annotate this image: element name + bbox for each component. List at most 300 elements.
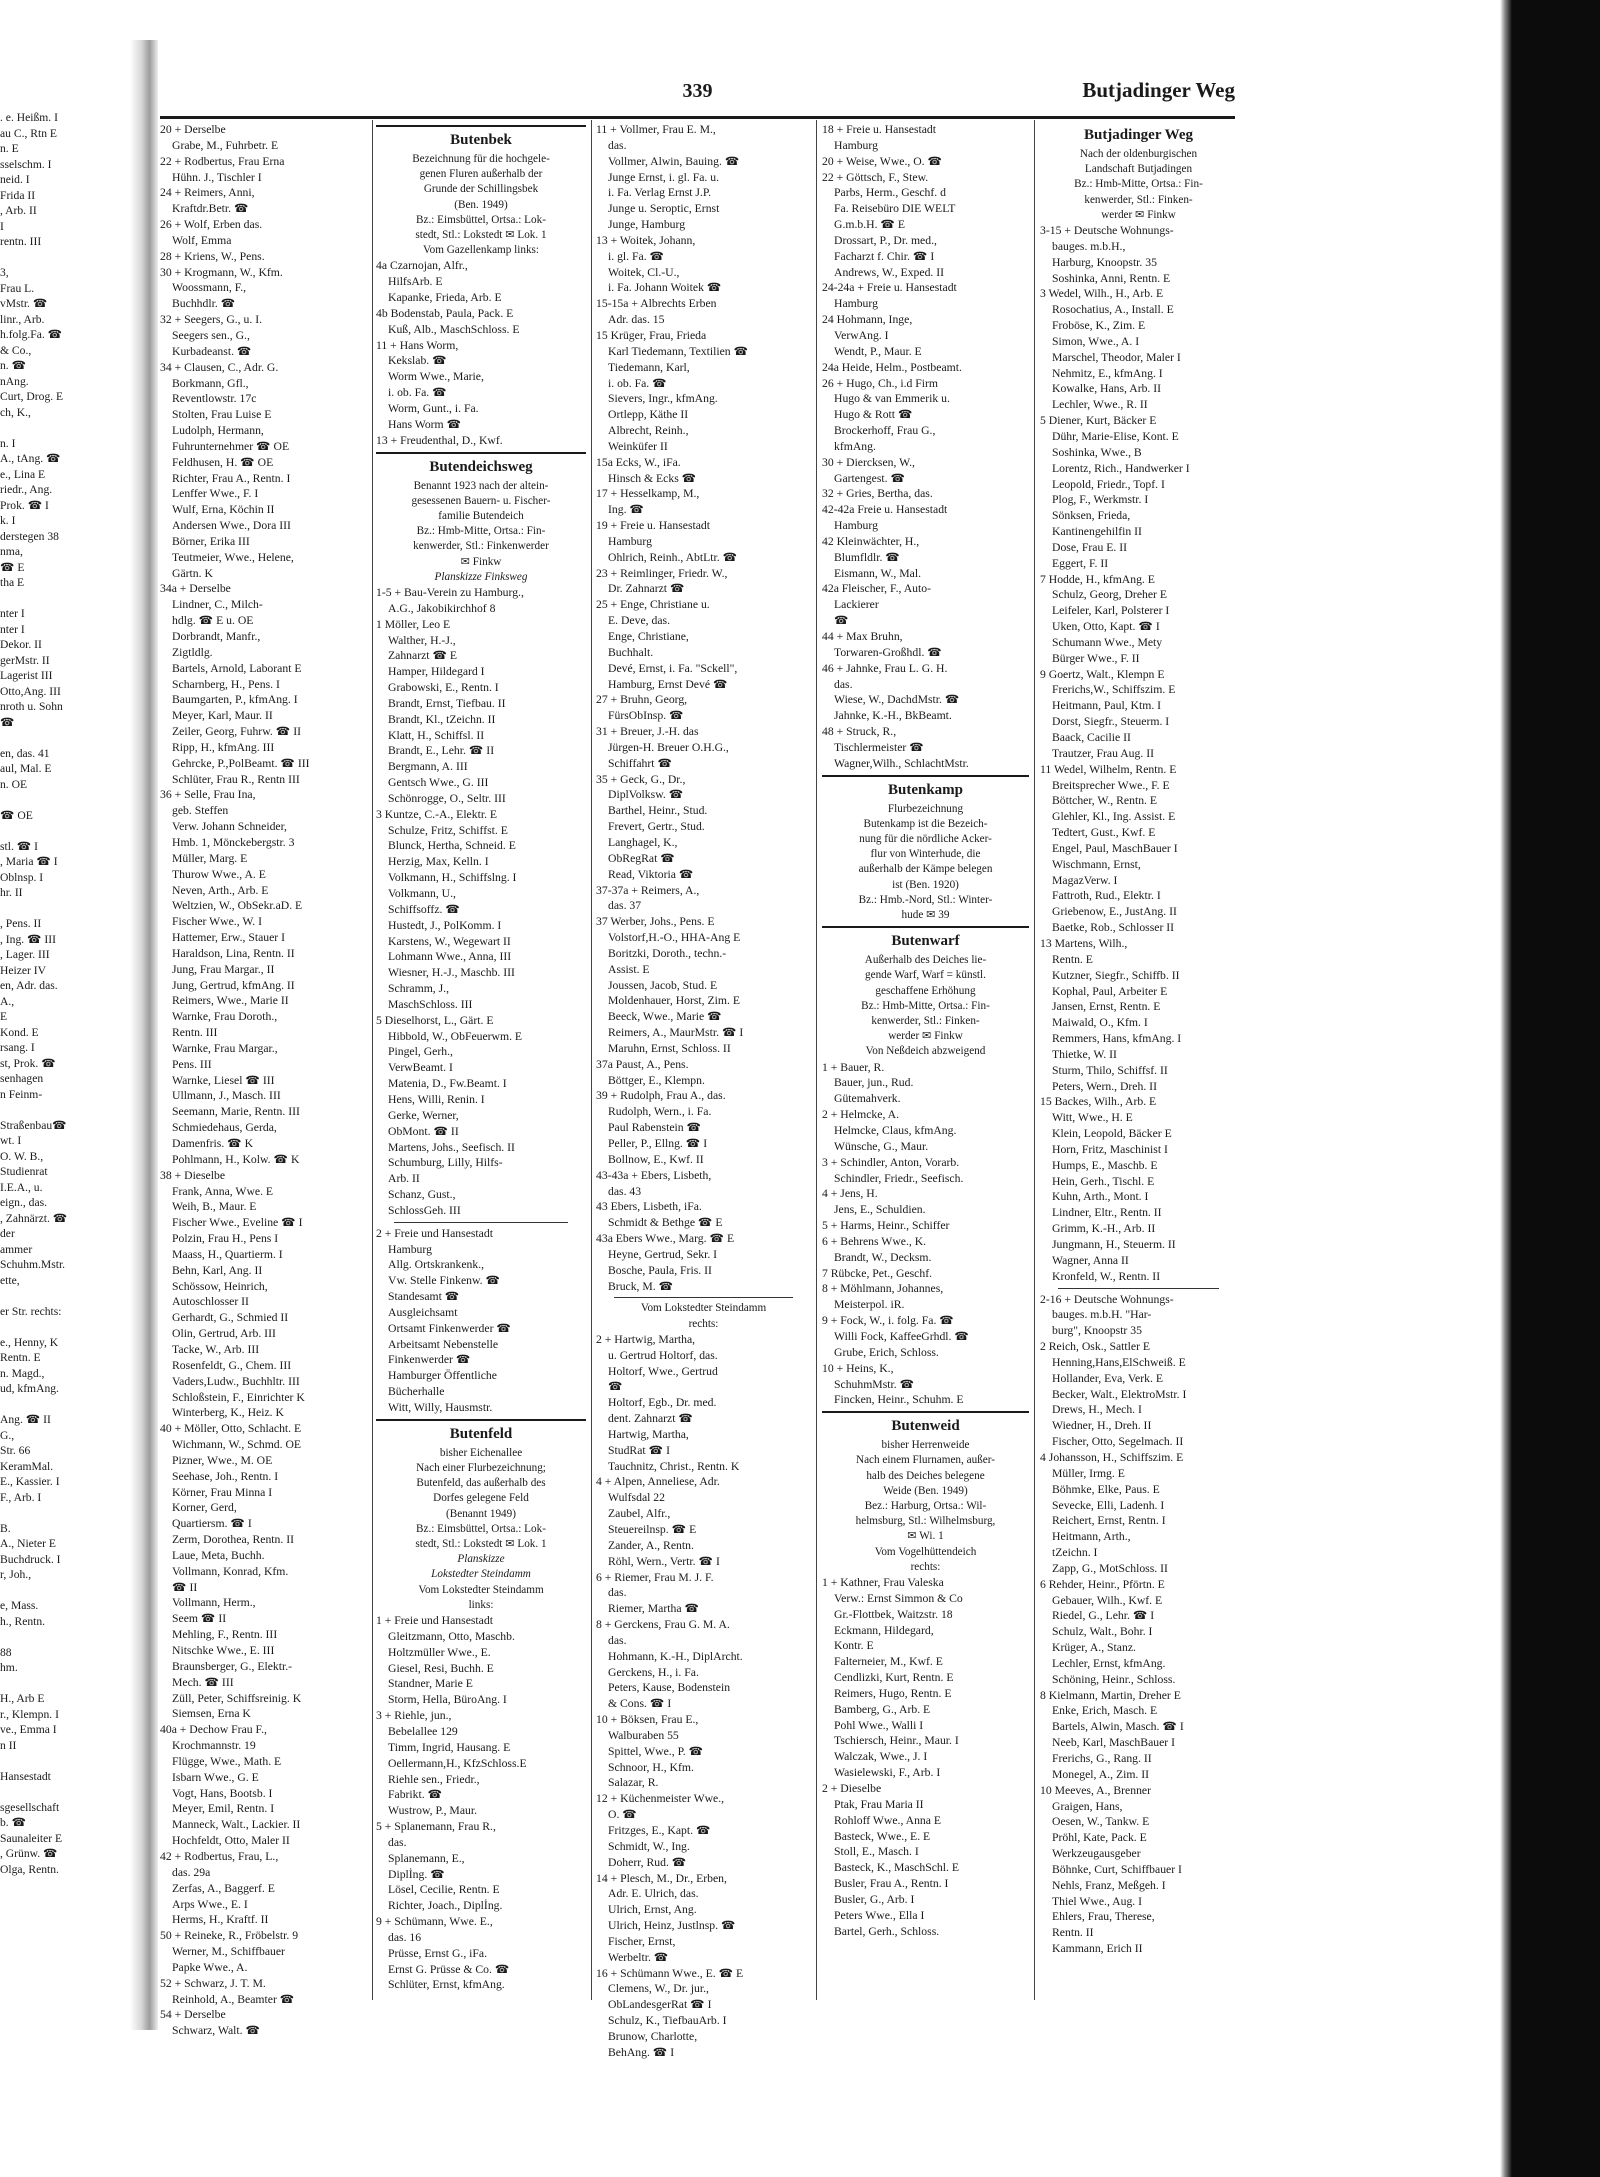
resident-entry: Böttcher, W., Rentn. E [1052, 794, 1158, 808]
resident-entry: Enge, Christiane, [608, 630, 689, 643]
resident-entry: Fischer Wwe., W. I [172, 915, 263, 929]
resident-entry: Frank, Anna, Wwe. E [172, 1184, 274, 1198]
resident-entry: Lenffer Wwe., F. I [172, 487, 259, 501]
resident-entry: Hamper, Hildegard I [388, 665, 485, 679]
resident-entry: Lechler, Wwe., R. II [1052, 398, 1148, 412]
resident-entry: Rentn. II [1052, 1926, 1094, 1940]
sliver-line: Curt, Drog. E [0, 390, 64, 403]
resident-entry: Remmers, Hans, kfmAng. I [1052, 1032, 1182, 1046]
house-entry: 31 + Breuer, J.-H. das [596, 725, 699, 739]
resident-entry: Oellermann,H., KfzSchloss.E [388, 1756, 527, 1770]
resident-entry: Junge Ernst, i. gl. Fa. u. [608, 170, 720, 184]
resident-entry: DiplVolksw. ☎ [608, 788, 684, 802]
resident-entry: Richter, Joach., Diplİng. [388, 1899, 503, 1913]
column-3 [596, 122, 811, 2059]
house-entry: 38 + Dieselbe [160, 1168, 226, 1182]
street-note: genen Fluren außerhalb der [419, 168, 543, 181]
resident-entry: Pens. III [172, 1057, 212, 1071]
resident-entry: Hamburg [834, 138, 878, 152]
house-entry: 13 Martens, Wilh., [1040, 936, 1128, 950]
street-note: Bezeichnung für die hochgele- [412, 153, 550, 165]
house-entry: 34 + Clausen, C., Adr. G. [160, 360, 279, 374]
sliver-line: rentn. III [0, 235, 42, 248]
resident-entry: Harburg, Knoopstr. 35 [1052, 255, 1157, 269]
resident-entry: Hamburg, Ernst Devé ☎ [608, 677, 728, 691]
resident-entry: Gentsch Wwe., G. III [388, 776, 489, 790]
resident-entry: Henning,Hans,ElSchweiß. E [1052, 1355, 1186, 1369]
house-entry: 35 + Geck, G., Dr., [596, 772, 686, 786]
resident-entry: Rosenfeldt, G., Chem. III [172, 1358, 292, 1372]
house-entry: 6 + Riemer, Frau M. J. F. [596, 1570, 714, 1584]
resident-entry: Matenia, D., Fw.Beamt. I [388, 1077, 507, 1091]
resident-entry: Baumgarten, P., kfmAng. I [172, 693, 298, 707]
resident-entry: Schloßstein, F., Einrichter K [172, 1390, 305, 1404]
resident-entry: Joussen, Jacob, Stud. E [608, 978, 718, 992]
resident-entry: Trautzer, Frau Aug. II [1052, 746, 1154, 760]
resident-entry: Schramm, J., [388, 982, 450, 996]
street-heading: Butenkamp [822, 775, 1029, 800]
house-entry: 30 + Krogmann, W., Kfm. [160, 265, 283, 279]
resident-entry: Bamberg, G., Arb. E [834, 1702, 931, 1716]
resident-entry: Verw. Johann Schneider, [172, 820, 287, 834]
street-heading: Butenbek [376, 125, 586, 150]
street-note: Nach einer Flurbezeichnung; [416, 1462, 546, 1475]
resident-entry: Uken, Otto, Kapt. ☎ I [1052, 620, 1160, 634]
sliver-line: Str. 66 [0, 1444, 31, 1457]
resident-entry: Zigtldlg. [172, 645, 213, 659]
resident-entry: Breitsprecher Wwe., F. E [1052, 778, 1170, 792]
resident-entry: Fincken, Heinr., Schuhm. E [834, 1393, 964, 1407]
house-entry: 1 + Kathner, Frau Valeska [822, 1576, 944, 1590]
resident-entry: Jens, E., Schuldien. [834, 1203, 926, 1217]
resident-entry: Schlüter, Ernst, kfmAng. [388, 1978, 505, 1992]
resident-entry: Ohlrich, Reinh., AbtLtr. ☎ [608, 550, 738, 564]
resident-entry: dent. Zahnarzt ☎ [608, 1412, 693, 1426]
resident-entry: Seehase, Joh., Rentn. I [172, 1469, 279, 1483]
resident-entry: Borkmann, Gfl., [172, 376, 249, 390]
resident-entry: Facharzt f. Chir. ☎ I [834, 249, 935, 263]
resident-entry: Gerckens, H., i. Fa. [608, 1665, 699, 1679]
resident-entry: Ptak, Frau Maria II [834, 1797, 924, 1811]
house-entry: 9 + Schümann, Wwe. E., [376, 1915, 493, 1929]
sliver-line: O. W. B., [0, 1149, 44, 1163]
house-entry: 2 + Dieselbe [822, 1782, 882, 1795]
house-entry: 43-43a + Ebers, Lisbeth, [596, 1168, 712, 1182]
sliver-line: st, Prok. ☎ [0, 1056, 56, 1070]
sliver-line: A., [0, 994, 15, 1008]
street-note: Butenfeld, das außerhalb des [416, 1477, 546, 1490]
house-entry: 2 + Hartwig, Martha, [596, 1332, 696, 1346]
street-note: ist (Ben. 1920) [892, 878, 959, 891]
resident-entry: ObMont. ☎ II [388, 1124, 459, 1138]
resident-entry: Blumfldlr. ☎ [834, 550, 900, 564]
resident-entry: Heyne, Gertrud, Sekr. I [608, 1247, 718, 1261]
resident-entry: Lösel, Cecilie, Rentn. E [388, 1883, 500, 1897]
sliver-line: . e. Heißm. I [0, 111, 58, 124]
resident-entry: Leifeler, Karl, Polsterer I [1052, 604, 1170, 618]
sliver-line [0, 1102, 135, 1118]
resident-entry: Grube, Erich, Schloss. [834, 1345, 939, 1359]
column-1 [160, 122, 370, 2038]
house-entry: 42 + Rodbertus, Frau, L., [160, 1849, 279, 1863]
column-5 [1040, 122, 1237, 2012]
resident-entry: Schiffahrt ☎ [608, 756, 673, 770]
resident-entry: Storm, Hella, BüroAng. I [388, 1693, 507, 1707]
resident-entry: Hugo & Rott ☎ [834, 408, 913, 422]
resident-entry: Gütemahverk. [834, 1092, 901, 1106]
resident-entry: Lindner, Eltr., Rentn. II [1052, 1206, 1162, 1220]
resident-entry: Maruhn, Ernst, Schloss. II [608, 1041, 731, 1055]
resident-entry: Weih, B., Maur. E [172, 1200, 257, 1214]
sliver-line: en, das. 41 [0, 746, 50, 760]
house-entry: 27 + Bruhn, Georg, [596, 693, 688, 707]
resident-entry: Jahnke, K.-H., BkBeamt. [834, 709, 952, 723]
street-heading: Butendeichsweg [376, 452, 586, 477]
house-entry: 19 + Freie u. Hansestadt [596, 519, 711, 533]
resident-entry: A.G., Jakobikirchhof 8 [388, 601, 496, 615]
resident-entry: Arb. II [388, 1172, 420, 1186]
resident-entry: Martens, Johs., Seefisch. II [388, 1140, 515, 1154]
resident-entry: Steuereilnsp. ☎ E [608, 1522, 697, 1536]
resident-entry: Assist. E [608, 962, 650, 976]
resident-entry: Dorst, Siegfr., Steuerm. I [1052, 715, 1170, 729]
resident-entry: Holtorf, Egb., Dr. med. [608, 1396, 717, 1410]
resident-entry: i. ob. Fa. ☎ [608, 376, 667, 390]
resident-entry: FürsObInsp. ☎ [608, 709, 684, 723]
sliver-line [0, 1505, 135, 1521]
resident-entry: Read, Viktoria ☎ [608, 867, 694, 881]
resident-entry: Bebelallee 129 [388, 1724, 458, 1738]
sliver-line: Frau L. [0, 281, 35, 295]
resident-entry: Zander, A., Rentn. [608, 1538, 694, 1552]
resident-entry: Adr. E. Ulrich, das. [608, 1887, 699, 1901]
resident-entry: hdlg. ☎ E u. OE [172, 614, 254, 628]
resident-entry: Schindler, Friedr., Seefisch. [834, 1171, 964, 1185]
house-entry: 54 + Derselbe [160, 2008, 226, 2022]
sliver-line: Prok. ☎ I [0, 498, 49, 512]
resident-entry: Gerhardt, G., Schmied II [172, 1311, 289, 1325]
resident-entry: Lechler, Ernst, kfmAng. [1052, 1656, 1166, 1670]
house-entry: 32 + Seegers, G., u. I. [160, 313, 263, 327]
resident-entry: Falterneier, M., Kwf. E [834, 1655, 943, 1669]
resident-entry: Witt, Willy, Hausmstr. [388, 1401, 493, 1414]
house-entry: 2 + Freie und Hansestadt [376, 1226, 493, 1240]
sliver-line: , Maria ☎ I [0, 855, 58, 868]
house-entry: 24a Heide, Helm., Postbeamt. [822, 360, 962, 374]
resident-entry: Spittel, Wwe., P. ☎ [608, 1744, 704, 1758]
resident-entry: das. 37 [608, 899, 642, 913]
house-entry: 52 + Schwarz, J. T. M. [160, 1976, 266, 1990]
resident-entry: Stolten, Frau Luise E [172, 408, 272, 422]
sliver-line: Hansestadt [0, 1769, 51, 1783]
resident-entry: Werner, M., Schiffbauer [172, 1945, 285, 1959]
sliver-line: linr., Arb. [0, 312, 45, 326]
house-entry: 30 + Diercksen, W., [822, 455, 915, 469]
resident-entry: Basteck, K., MaschSchl. E [834, 1861, 959, 1875]
sliver-line: e, Mass. [0, 1599, 39, 1612]
resident-entry: Peters Wwe., Ella I [834, 1908, 925, 1922]
sliver-line: 88 [0, 1645, 12, 1659]
house-entry: 44 + Max Bruhn, [822, 630, 903, 643]
sliver-line: r., Klempn. I [0, 1707, 59, 1721]
sliver-line: Kond. E [0, 1025, 39, 1039]
resident-entry: Olin, Gertrud, Arb. III [172, 1327, 276, 1341]
house-entry: 11 + Vollmer, Frau E. M., [596, 123, 716, 136]
resident-entry: Papke Wwe., A. [172, 1960, 248, 1974]
sliver-line: ☎ E [0, 560, 25, 574]
resident-entry: Rosochatius, A., Install. E [1052, 303, 1174, 317]
resident-entry: Schwarz, Walt. ☎ [172, 2024, 261, 2038]
resident-entry: Eismann, W., Mal. [834, 566, 922, 580]
house-entry: 14 + Plesch, M., Dr., Erben, [596, 1871, 727, 1885]
resident-entry: Peller, P., Ellng. ☎ I [608, 1137, 708, 1150]
sliver-line: I.E.A., u. [0, 1180, 43, 1194]
sliver-line: k. I [0, 514, 16, 527]
resident-entry: Hühn. J., Tischler I [172, 170, 262, 184]
resident-entry: Buchhdlr. ☎ [172, 297, 236, 311]
resident-entry: Reimers, Hugo, Rentn. E [834, 1686, 952, 1700]
house-entry: 34a + Derselbe [160, 582, 231, 596]
resident-entry: Fabrikt. ☎ [388, 1788, 443, 1802]
resident-entry: Hans Worm ☎ [388, 417, 462, 431]
section-divider [614, 1297, 793, 1298]
resident-entry: Dr. Zahnarzt ☎ [608, 582, 685, 596]
street-note: kenwerder, Stl.: Finkenwerder [413, 540, 549, 553]
street-note: halb des Deiches belegene [866, 1469, 985, 1482]
resident-entry: Horn, Fritz, Maschinist I [1052, 1142, 1168, 1156]
resident-entry: Fa. Reisebüro DIE WELT [834, 202, 956, 216]
resident-entry: Eggert, F. II [1052, 556, 1109, 570]
resident-entry: BehAng. ☎ I [608, 2045, 675, 2059]
resident-entry: Mehling, F., Rentn. III [172, 1628, 278, 1642]
resident-entry: Schanz, Gust., [388, 1188, 456, 1202]
sliver-line: , Arb. II [0, 204, 37, 217]
house-entry: 2 Reich, Osk., Sattler E [1040, 1340, 1151, 1354]
street-note: Bz.: Eimsbüttel, Ortsa.: Lok- [416, 1522, 546, 1535]
house-entry: 16 + Schümann Wwe., E. ☎ E [596, 1966, 744, 1980]
resident-entry: Schumburg, Lilly, Hilfs- [388, 1156, 503, 1170]
house-entry: 5 + Splanemann, Frau R., [376, 1820, 496, 1834]
resident-entry: Jung, Gertrud, kfmAng. II [172, 978, 295, 992]
resident-entry: Pohlmann, H., Kolw. ☎ K [172, 1152, 300, 1166]
resident-entry: Bruck, M. ☎ [608, 1279, 674, 1293]
house-entry: 22 + Göttsch, F., Stew. [822, 170, 929, 184]
resident-entry: Zahnarzt ☎ E [388, 649, 458, 663]
resident-entry: Kantinengehilfin II [1052, 525, 1142, 539]
house-entry: 22 + Rodbertus, Frau Erna [160, 154, 285, 168]
resident-entry: Reinhold, A., Beamter ☎ [172, 1992, 295, 2006]
resident-entry: Isbarn Wwe., G. E [172, 1770, 259, 1784]
resident-entry: Woossmann, F., [172, 281, 247, 295]
resident-entry: Kraftdr.Betr. ☎ [172, 202, 249, 216]
resident-entry: Hein, Gerh., Tischl. E [1052, 1174, 1155, 1188]
resident-entry: Wiedner, H., Dreh. II [1052, 1419, 1152, 1433]
resident-entry: Parbs, Herm., Geschf. d [834, 186, 946, 200]
resident-entry: Hugo & van Emmerik u. [834, 392, 950, 406]
resident-entry: Weltzien, W., ObSekr.aD. E [172, 899, 303, 913]
street-heading: Butenweid [822, 1411, 1029, 1436]
resident-entry: Froböse, K., Zim. E [1052, 319, 1146, 333]
resident-entry: Buchhalt. [608, 645, 654, 659]
sliver-line: I [0, 219, 4, 233]
resident-entry: Hamburger Öffentliche [388, 1369, 497, 1383]
resident-entry: Fischer, Ernst, [608, 1934, 676, 1948]
street-note: werder ✉ Finkw [1101, 208, 1176, 221]
sliver-line: nroth u. Sohn [0, 700, 63, 713]
house-entry: 11 Wedel, Wilhelm, Rentn. E [1040, 762, 1177, 776]
resident-entry: Volstorf,H.-O., HHA-Ang E [608, 931, 741, 945]
resident-entry: Boritzki, Doroth., techn.- [608, 946, 727, 960]
sliver-line: stl. ☎ I [0, 839, 38, 853]
resident-entry: Zerfas, A., Baggerf. E [172, 1881, 275, 1895]
house-entry: 13 + Freudenthal, D., Kwf. [376, 433, 503, 447]
street-note: familie Butendeich [438, 509, 524, 522]
resident-entry: Züll, Peter, Schiffsreinig. K [172, 1691, 302, 1705]
resident-entry: Clemens, W., Dr. jur., [608, 1982, 709, 1996]
street-note: helmsburg, Stl.: Wilhelmsburg, [855, 1515, 996, 1528]
resident-entry: Sievers, Ingr., kfmAng. [608, 392, 718, 406]
resident-entry: Worm Wwe., Marie, [388, 370, 484, 384]
resident-entry: Basteck, Wwe., E. E [834, 1829, 931, 1843]
resident-entry: Hamburg [388, 1242, 432, 1256]
sliver-line: n II [0, 1738, 17, 1752]
resident-entry: Salazar, R. [608, 1776, 659, 1790]
resident-entry: Brunow, Charlotte, [608, 2029, 698, 2043]
house-entry: 48 + Struck, R., [822, 725, 897, 739]
resident-entry: Fischer, Otto, Segelmach. II [1052, 1435, 1184, 1449]
resident-entry: Bartels, Alwin, Masch. ☎ I [1052, 1720, 1184, 1734]
street-note: Nach der oldenburgischen [1079, 148, 1198, 160]
house-entry: 37 Werber, Johs., Pens. E [596, 915, 715, 929]
resident-entry: HilfsArb. E [388, 275, 443, 289]
resident-entry: Fritzges, E., Kapt. ☎ [608, 1824, 711, 1837]
house-entry: 36 + Selle, Frau Ina, [160, 788, 256, 802]
resident-entry: Schmiedehaus, Gerda, [172, 1121, 277, 1135]
resident-entry: Gärtn. K [172, 566, 213, 580]
street-note: ✉ Wi. 1 [907, 1530, 944, 1543]
sliver-line: ud, kfmAng. [0, 1382, 59, 1395]
street-note: Vom Vogelhüttendeich [874, 1545, 977, 1558]
resident-entry: bauges. m.b.H., [1052, 239, 1126, 253]
resident-entry: Vollmer, Alwin, Bauing. ☎ [608, 154, 740, 168]
sliver-line: e., Henny, K [0, 1335, 59, 1349]
resident-entry: Pohl Wwe., Walli I [834, 1718, 924, 1732]
resident-entry: Hohmann, K.-H., DiplArcht. [608, 1649, 743, 1663]
resident-entry: Walther, H.-J., [388, 633, 456, 647]
resident-entry: Gebauer, Wilh., Kwf. E [1052, 1593, 1163, 1607]
sliver-line [0, 823, 135, 839]
sliver-line: sgesellschaft [0, 1800, 60, 1814]
sliver-line [0, 1583, 135, 1599]
house-entry: 23 + Reimlinger, Friedr. W., [596, 566, 728, 580]
resident-entry: Wendt, P., Maur. E [834, 344, 922, 358]
resident-entry: Behn, Karl, Ang. II [172, 1263, 263, 1277]
street-note: (Ben. 1949) [454, 198, 508, 211]
resident-entry: Siemsen, Erna K [172, 1707, 251, 1721]
resident-entry: Grimm, K.-H., Arb. II [1052, 1222, 1156, 1236]
street-note: Bz.: Hmb-Mitte, Ortsa.: Fin- [1074, 178, 1203, 191]
street-note: Bez.: Harburg, Ortsa.: Wil- [864, 1500, 987, 1513]
resident-entry: Vollmann, Herm., [172, 1596, 256, 1610]
resident-entry: Diplİng. ☎ [388, 1867, 445, 1881]
sliver-line: h.folg.Fa. ☎ [0, 328, 63, 341]
resident-entry: Ausgleichsamt [388, 1305, 458, 1319]
resident-entry: Fischer Wwe., Eveline ☎ I [172, 1216, 303, 1230]
resident-entry: Schlüter, Frau R., Rentn III [172, 772, 300, 786]
resident-entry: Müller, Irmg. E [1052, 1466, 1125, 1480]
resident-entry: Monegel, A., Zim. II [1052, 1767, 1150, 1781]
sliver-line: en, Adr. das. [0, 979, 58, 992]
house-entry: 1-5 + Bau-Verein zu Hamburg., [376, 585, 524, 599]
house-entry: 5 Diener, Kurt, Bäcker E [1040, 414, 1157, 428]
resident-entry: Langhagel, K., [608, 835, 678, 849]
resident-entry: i. Fa. Verlag Ernst J.P. [608, 186, 712, 200]
resident-entry: Vaders,Ludw., Buchhltr. III [172, 1374, 300, 1388]
resident-entry: Tischlermeister ☎ [834, 740, 924, 754]
sliver-line: , Zahnärzt. ☎ [0, 1211, 68, 1225]
resident-entry: Finkenwerder ☎ [388, 1353, 471, 1367]
sliver-line: Heizer IV [0, 963, 47, 977]
street-note: stedt, Stl.: Lokstedt ✉ Lok. 1 [415, 1538, 547, 1551]
resident-entry: & Cons. ☎ I [608, 1697, 672, 1711]
resident-entry: Nehmitz, E., kfmAng. I [1052, 366, 1163, 380]
house-entry: 42 Kleinwächter, H., [822, 534, 920, 548]
house-entry: 1 + Bauer, R. [822, 1060, 885, 1074]
resident-entry: Wasielewski, F., Arb. I [834, 1766, 941, 1780]
sliver-line [0, 591, 135, 607]
house-entry: 37-37a + Reimers, A., [596, 883, 700, 897]
sliver-line [0, 730, 135, 746]
sliver-line: hr. II [0, 886, 23, 899]
resident-entry: das. [608, 1586, 627, 1600]
house-entry: 15 Backes, Wilh., Arb. E [1040, 1095, 1157, 1109]
resident-entry: Hollander, Eva, Verk. E [1052, 1371, 1163, 1385]
house-entry: 15a Ecks, W., iFa. [596, 455, 681, 469]
resident-entry: Vw. Stelle Finkenw. ☎ [388, 1274, 501, 1288]
resident-entry: Busler, Frau A., Rentn. I [834, 1877, 949, 1891]
street-note: Nach einem Flurnamen, außer- [856, 1454, 995, 1467]
resident-entry: Klatt, H., Schiffsl. II [388, 728, 485, 742]
resident-entry: Kutzner, Siegfr., Schiffb. II [1052, 968, 1180, 982]
resident-entry: Pingel, Gerh., [388, 1045, 453, 1059]
house-entry: 32 + Gries, Bertha, das. [822, 487, 933, 501]
street-note: links: [468, 1598, 494, 1611]
house-entry: 15-15a + Albrechts Erben [596, 297, 717, 311]
resident-entry: Rohloff Wwe., Anna E [834, 1813, 942, 1827]
sliver-line: e., Lina E [0, 467, 46, 481]
sliver-line: hm. [0, 1661, 18, 1674]
resident-entry: Kontr. E [834, 1639, 874, 1653]
resident-entry: Baack, Cacilie II [1052, 731, 1131, 745]
sliver-line: n. ☎ [0, 359, 27, 372]
house-entry: 8 Kielmann, Martin, Dreher E [1040, 1688, 1181, 1702]
resident-entry: i. Fa. Johann Woitek ☎ [608, 281, 722, 295]
sliver-line: B. [0, 1521, 11, 1535]
resident-entry: Ehlers, Frau, Therese, [1052, 1910, 1155, 1924]
resident-entry: Frevert, Gertr., Stud. [608, 820, 705, 834]
resident-entry: Grabe, M., Fuhrbetr. E [172, 138, 279, 152]
resident-entry: SchlossGeh. III [388, 1203, 461, 1217]
house-entry: 42a Fleischer, F., Auto- [822, 582, 931, 596]
sliver-line: neid. I [0, 173, 30, 186]
resident-entry: das. [608, 138, 627, 152]
resident-entry: das. 29a [172, 1865, 211, 1879]
resident-entry: Albrecht, Reinh., [608, 424, 689, 438]
resident-entry: Eckmann, Hildegard, [834, 1623, 934, 1637]
house-entry: 5 Dieselhorst, L., Gärt. E [376, 1013, 494, 1027]
resident-entry: Simon, Wwe., A. I [1052, 334, 1140, 348]
house-entry: 6 + Behrens Wwe., K. [822, 1234, 927, 1248]
